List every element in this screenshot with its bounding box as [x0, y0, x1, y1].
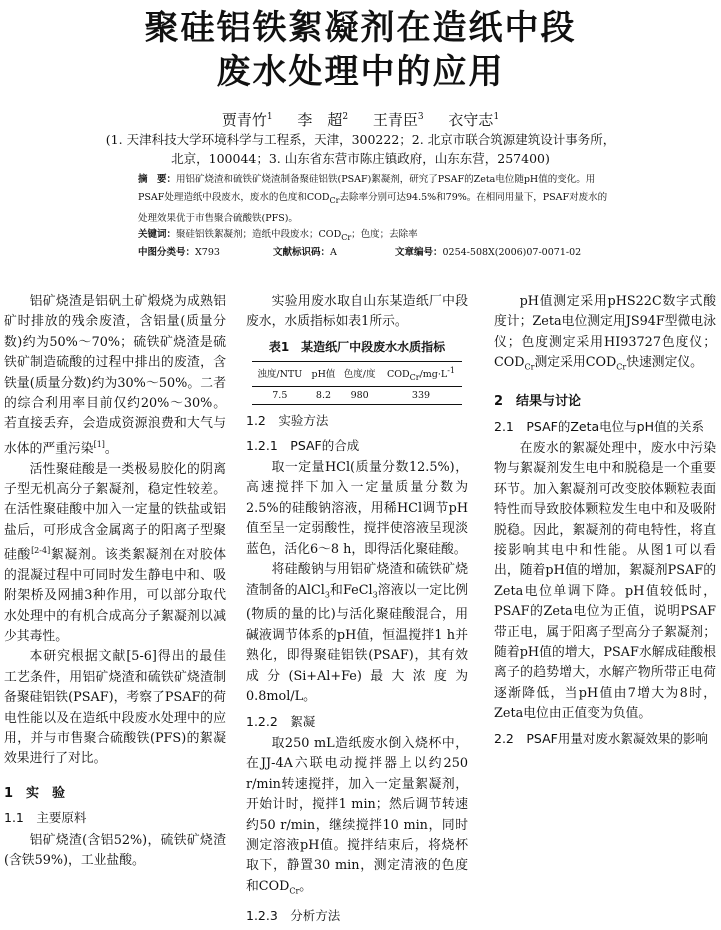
table-header-cell: 色度/度 — [339, 362, 380, 387]
paragraph: 本研究根据文献[5-6]得出的最佳工艺条件，用铝矿烧渣和硫铁矿烧渣制备聚硅铝铁(PSAF)，考察了PSAF的荷电性能以及在造纸中段废水处理中的应用，并与市售聚合硫酸铁(PFS)的絮凝效果进行了对比。 — [4, 649, 226, 767]
table-header-cell: 浊度/NTU — [252, 362, 308, 387]
section-heading: 1 实 验 — [4, 785, 66, 801]
author-list — [0, 108, 721, 129]
keywords-text: 聚硅铝铁絮凝剂；造纸中段废水；$COD_{Cr}$；色度；去除率 — [176, 229, 418, 242]
abstract — [138, 171, 608, 228]
water-quality-table — [252, 361, 462, 405]
abstract-label: 摘 要： — [138, 174, 177, 185]
table-caption: 表1 某造纸厂中段废水水质指标 — [268, 339, 446, 354]
subsubsection-heading: 1.2.3 分析方法 — [246, 907, 341, 923]
keywords-label: 关键词： — [138, 229, 177, 240]
table-cell: 8.2 — [308, 387, 340, 405]
author: 李 超$^2$ — [297, 111, 349, 129]
table-row — [252, 387, 462, 405]
paragraph: 取250 mL造纸废水倒入烧杯中，在JJ-4A六联电动搅拌器上以约250 r/min转速搅拌，加入一定量絮凝剂，开始计时，搅拌1 min；然后调节转速约50 r/min，继续搅拌10 min，同时测定溶液pH值。搅拌结束后，将烧杯取下，静置30 min，测定清液的色度和$COD_{Cr}$。 — [246, 735, 468, 896]
paragraph: 活性聚硅酸是一类极易胶化的阴离子型无机高分子絮凝剂，稳定性较差。在活性聚硅酸中加入一定量的铁盐或铝盐后，可形成含金属离子的阳离子型聚硅酸[2-4]絮凝剂。该类絮凝剂在对胶体的混凝过程中可同时发生静电中和、吸附架桥及网捕3种作用，可以部分取代水处理中的有机合成高分子絮凝剂以减少其毒性。 — [4, 461, 227, 645]
subsection-heading: 1.1 主要原料 — [4, 810, 87, 826]
subsubsection-heading: 1.2.1 PSAF的合成 — [246, 437, 360, 453]
author: 衣守志$^1$ — [448, 111, 500, 129]
table-cell: 980 — [339, 387, 380, 405]
paragraph: 实验用废水取自山东某造纸厂中段废水，水质指标如表1所示。 — [246, 294, 468, 330]
subsection-heading: 2.1 PSAF的Zeta电位与pH值的关系 — [494, 418, 704, 434]
paragraph: pH值测定采用pHS22C数字式酸度计；Zeta电位测定用JS94F型微电泳仪；色度测定采用HI93727色度仪；$COD_{Cr}$测定采用$COD_{Cr}$快速测定仪。 — [494, 294, 716, 372]
doc-code: 文献标识码：A — [273, 247, 337, 258]
paragraph: 取一定量HCl(质量分数12.5%)，高速搅拌下加入一定量质量分数为2.5%的硅酸钠溶液，用稀HCl调节pH值至呈一定弱酸性，搅拌使溶液呈现淡蓝色，活化6～8 h，即得活化聚硅酸。 — [246, 460, 468, 557]
table-header-cell: pH值 — [308, 362, 340, 387]
subsection-heading: 1.2 实验方法 — [246, 413, 329, 429]
subsubsection-heading: 1.2.2 絮凝 — [246, 713, 316, 729]
author: 王青臣$^3$ — [372, 111, 424, 129]
affiliation-line1: (1. 天津科技大学环境科学与工程系，天津，300222；2. 北京市联合筑源建筑设计事务所， — [105, 132, 616, 147]
paragraph: 铝矿烧渣(含铝52%)，硫铁矿烧渣(含铁59%)，工业盐酸。 — [4, 832, 226, 869]
clc-number: 中图分类号：X793 — [138, 247, 220, 258]
column-left — [4, 292, 226, 872]
paper-title-line2: 废水处理中的应用 — [216, 52, 505, 92]
table-header-row — [252, 362, 462, 387]
paragraph: 将硅酸钠与用铝矿烧渣和硫铁矿烧渣制备的AlCl$_3$和FeCl$_3$溶液以一定比例(物质的量的比)与活化聚硅酸混合，用碱液调节体系的pH值，恒温搅拌1 h并熟化，即得聚硅铝铁(PSAF)，其有效成分(Si+Al+Fe)最大浓度为0.8mol/L。 — [246, 562, 469, 705]
table-cell: 339 — [380, 387, 462, 405]
paragraph: 铝矿烧渣是铝矾土矿煅烧为成熟铝矿时排放的残余废渣，含铝量(质量分数)约为50%～70%；硫铁矿烧渣是硫铁矿制造硫酸的过程中排出的废渣，含铁量(质量分数)约为30%～50%。二者的综合利用率目前仅约20%～30%。若直接丢弃，会造成资源浪费和大气与水体的严重污染[1]。 — [4, 294, 226, 457]
paper-title-line1: 聚硅铝铁絮凝剂在造纸中段 — [144, 8, 577, 48]
author: 贾青竹$^1$ — [221, 111, 273, 129]
column-right — [494, 292, 716, 751]
subsection-heading: 2.2 PSAF用量对废水絮凝效果的影响 — [494, 730, 708, 746]
affiliation-line2: 北京，100044；3. 山东省东营市陈庄镇政府，山东东营，257400) — [171, 151, 550, 166]
abstract-text: 用铝矿烧渣和硫铁矿烧渣制备聚硅铝铁(PSAF)絮凝剂，研究了PSAF的Zeta电位随pH值的变化。用PSAF处理造纸中段废水，废水的色度和$COD_{Cr}$去除率分别可达94.5%和79%。在相同用量下，PSAF对废水的处理效果优于市售聚合硫酸铁(PFS)。 — [138, 174, 608, 224]
paragraph: 在废水的絮凝处理中，废水中污染物与絮凝剂发生电中和脱稳是一个重要环节。加入絮凝剂可改变胶体颗粒表面特性而导致胶体颗粒发生电中和及吸附脱稳。因此，絮凝剂的荷电特性，将直接影响其电中和性能。从图1可以看出，随着pH值的增加，絮凝剂PSAF的Zeta电位单调下降。pH值较低时，PSAF的Zeta电位为正值，说明PSAF带正电，属于阳离子型高分子絮凝剂；随着pH值的增大，PSAF水解成硅酸根离子的趋势增大，水解产物所带正电荷逐渐降低，当pH值由7增大为8时，Zeta电位由正值变为负值。 — [494, 440, 716, 722]
column-middle — [246, 292, 468, 928]
table-header-cell: $COD_{Cr}/mg\cdot L^{-1}$ — [380, 362, 462, 387]
article-number: 文章编号：0254-508X(2006)07-0071-02 — [395, 247, 582, 258]
table-cell: 7.5 — [252, 387, 308, 405]
section-heading: 2 结果与讨论 — [494, 394, 582, 410]
